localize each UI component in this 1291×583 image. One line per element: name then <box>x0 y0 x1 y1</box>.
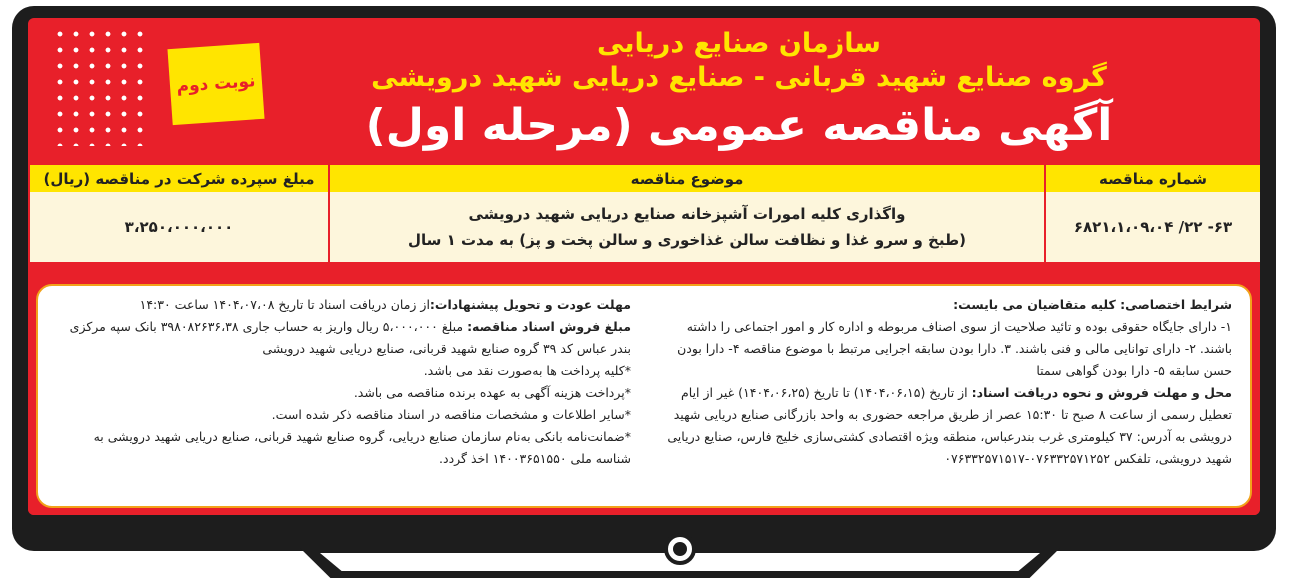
conditions-text: ۱- دارای جایگاه حقوقی بوده و تائید صلاحیت از سوی اصناف مربوطه و اداره کار و امور اجتماعی را داشته باشند. ۲- دارای توانایی مالی و فنی باشند. ۳. دارا بودن سابقه اجرایی مرتبط با موضوع مناقصه ۴- دارا بودن حسن سابقه ۵- دارا بودن گواهی سمتا <box>677 319 1232 378</box>
second-round-badge: نوبت دوم <box>167 43 264 125</box>
home-button-icon <box>664 533 696 565</box>
ad-title: آگهی مناقصه عمومی (مرحله اول) <box>365 100 1113 151</box>
deadline-label: مهلت عودت و تحویل پیشنهادات: <box>429 297 631 312</box>
organization-name: سازمان صنایع دریایی <box>597 28 881 59</box>
price-label: مبلغ فروش اسناد مناقصه: <box>467 319 631 334</box>
note: *ضمانت‌نامه بانکی به‌نام سازمان صنایع دریایی، گروه صنایع شهید قربانی، صنایع دریایی شهید درویشی به شناسه ملی ۱۴۰۰۳۶۵۱۵۵۰ اخذ گردد. <box>93 429 631 466</box>
table-row <box>29 192 1260 262</box>
note: *کلیه پرداخت ها به‌صورت نقد می باشد. <box>423 363 631 378</box>
subject-line-2: (طبخ و سرو غذا و نظافت سالن غذاخوری و سالن پخت و پز) به مدت ۱ سال <box>408 231 966 249</box>
sale-place-label: محل و مهلت فروش و نحوه دریافت اسناد: <box>971 385 1232 400</box>
header-subject: موضوع مناقصه <box>329 165 1045 192</box>
tender-table <box>28 165 1260 262</box>
deadline-text: از زمان دریافت اسناد تا تاریخ ۱۴۰۴،۰۷،۰۸ ساعت ۱۴:۳۰ <box>139 297 430 312</box>
tender-number: ۶۳- ۲۲/ ۶۸۲۱،۱،۰۹،۰۴ <box>1045 192 1260 262</box>
details-box <box>36 284 1252 508</box>
deposit-amount: ۳،۲۵۰،۰۰۰،۰۰۰ <box>29 192 329 262</box>
subject-line-1: واگذاری کلیه امورات آشپزخانه صنایع دریایی شهید درویشی <box>468 205 906 223</box>
header-number: شماره مناقصه <box>1045 165 1260 192</box>
conditions-column <box>657 294 1232 498</box>
sale-place-text: از تاریخ (۱۴۰۴،۰۶،۱۵) تا تاریخ (۱۴۰۴،۰۶،۲۵) غیر از ایام تعطیل رسمی از ساعت ۸ صبح تا ۱۵:۳۰ عصر از طریق مراجعه حضوری به واحد بازرگانی صنایع دریایی شهید درویشی به آدرس: ۳۷ کیلومتری غرب بندرعباس، منطقه ویژه اقتصادی کشتی‌سازی خلیج فارس، صنایع دریایی شهید درویشی، تلفکس ۰۷۶۳۳۲۵۷۱۲۵۲-۰۷۶۳۳۲۵۷۱۵۱۷ <box>667 385 1232 466</box>
submission-column <box>56 294 631 498</box>
header-deposit: مبلغ سپرده شرکت در مناقصه (ریال) <box>29 165 329 192</box>
dot-pattern <box>52 26 152 146</box>
tender-subject <box>329 192 1045 262</box>
note: *پرداخت هزینه آگهی به عهده برنده مناقصه می باشد. <box>353 385 631 400</box>
group-name: گروه صنایع شهید قربانی - صنایع دریایی شهید درویشی <box>371 62 1107 93</box>
price-text: مبلغ ۵،۰۰۰،۰۰۰ ریال واریز به حساب جاری ۳۹۸۰۸۲۶۳۶،۳۸ بانک سپه مرکزی بندر عباس کد ۳۹ گروه صنایع شهید قربانی، صنایع دریایی شهید درویشی <box>69 319 631 356</box>
conditions-label: شرایط اختصاصی: کلیه متقاضیان می بایست: <box>953 297 1232 312</box>
details-frame <box>28 280 1260 515</box>
note: *سایر اطلاعات و مشخصات مناقصه در اسناد مناقصه ذکر شده است. <box>271 407 631 422</box>
advertisement <box>28 18 1260 515</box>
